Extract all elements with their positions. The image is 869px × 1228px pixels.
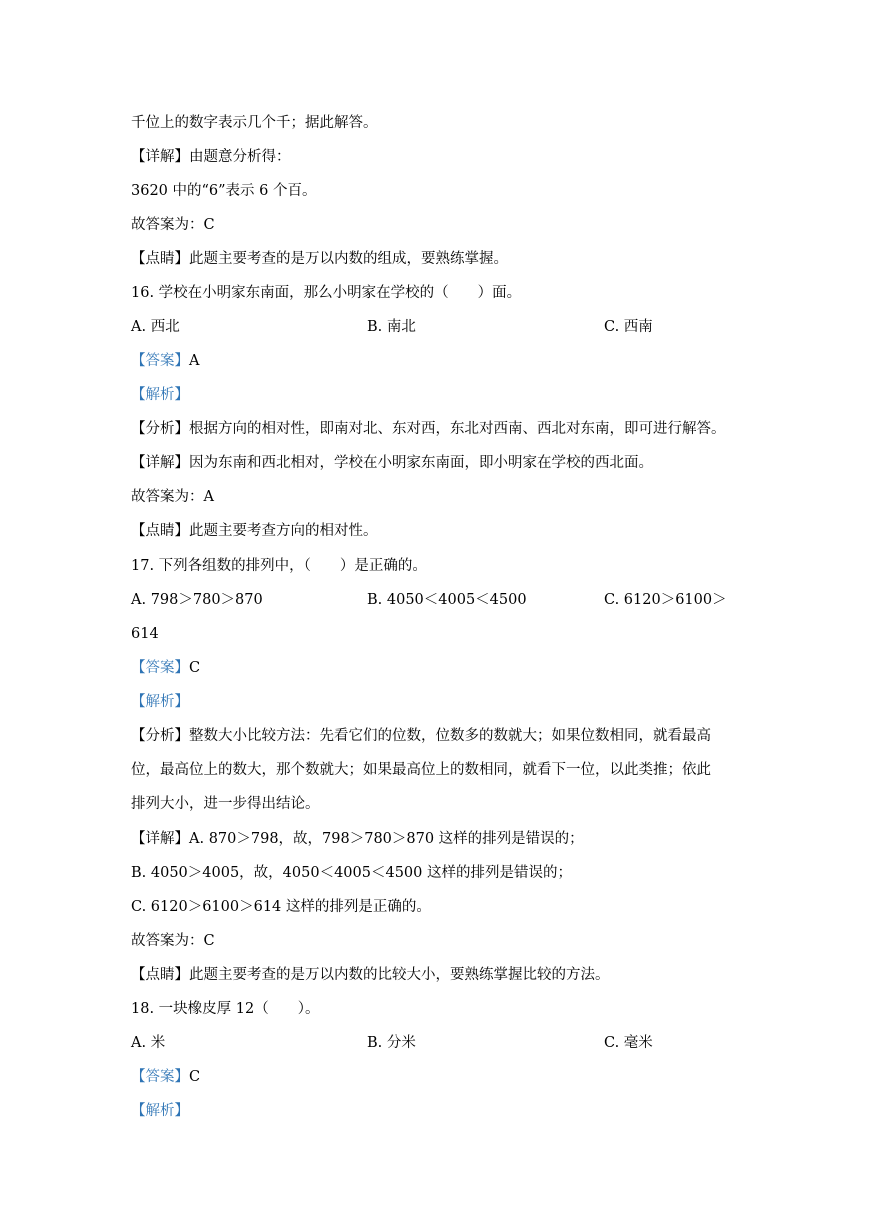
- detail-tag: 【详解】: [131, 455, 189, 471]
- q18-jiexi-tag: 【解析】: [131, 1103, 189, 1119]
- q17-comment: [131, 965, 610, 985]
- q16-question: 16. 学校在小明家东南面，那么小明家在学校的（ ）面。: [131, 285, 522, 301]
- comment-tag: 【点睛】: [131, 967, 189, 983]
- q17-option-c: C. 6120＞6100＞: [604, 592, 727, 608]
- q18-question: 18. 一块橡皮厚 12（ ）。: [131, 1001, 320, 1017]
- q16-analysis: [131, 419, 726, 439]
- q16-jiexi-tag: 【解析】: [131, 387, 189, 403]
- q18-option-b: B. 分米: [367, 1035, 416, 1051]
- q16-option-a: A. 西北: [131, 319, 180, 335]
- answer-value: C: [189, 660, 201, 676]
- detail-tag: 【详解】: [131, 831, 189, 847]
- detail-text: 因为东南和西北相对，学校在小明家东南面，即小明家在学校的西北面。: [189, 455, 653, 471]
- q18-option-c: C. 毫米: [604, 1035, 653, 1051]
- q15-answer-line: 故答案为：C: [131, 217, 215, 233]
- comment-tag: 【点睛】: [131, 251, 189, 267]
- q16-option-c: C. 西南: [604, 319, 653, 335]
- analysis-tag: 【分析】: [131, 728, 189, 744]
- answer-value: C: [189, 1069, 201, 1085]
- q17-analysis-line2: 位，最高位上的数大，那个数就大；如果最高位上的数相同，就看下一位，以此类推；依此: [131, 762, 711, 778]
- q17-analysis: [131, 726, 711, 746]
- comment-text: 此题主要考查方向的相对性。: [189, 523, 378, 539]
- q18-option-a: A. 米: [131, 1035, 166, 1051]
- answer-value: A: [189, 353, 200, 369]
- answer-tag: 【答案】: [131, 353, 189, 369]
- q18-answer: [131, 1067, 200, 1087]
- q15-analysis-tail: 千位上的数字表示几个千；据此解答。: [131, 115, 378, 131]
- q17-option-b: B. 4050＜4005＜4500: [367, 592, 527, 608]
- q15-detail: [131, 147, 291, 167]
- q16-option-b: B. 南北: [367, 319, 416, 335]
- q17-analysis-line3: 排列大小，进一步得出结论。: [131, 796, 320, 812]
- q17-answer-line: 故答案为：C: [131, 933, 215, 949]
- comment-tag: 【点睛】: [131, 523, 189, 539]
- answer-tag: 【答案】: [131, 660, 189, 676]
- detail-tag: 【详解】: [131, 149, 189, 165]
- q15-comment: [131, 249, 508, 269]
- q16-answer: [131, 351, 199, 371]
- analysis-text: 根据方向的相对性，即南对北、东对西，东北对西南、西北对东南，即可进行解答。: [189, 421, 726, 437]
- q17-jiexi-tag: 【解析】: [131, 694, 189, 710]
- analysis-line1: 整数大小比较方法：先看它们的位数，位数多的数就大；如果位数相同，就看最高: [189, 728, 711, 744]
- comment-text: 此题主要考查的是万以内数的组成，要熟练掌握。: [189, 251, 508, 267]
- q16-answer-line: 故答案为：A: [131, 489, 214, 505]
- q17-question: 17. 下列各组数的排列中，（ ）是正确的。: [131, 558, 427, 574]
- comment-text: 此题主要考查的是万以内数的比较大小，要熟练掌握比较的方法。: [189, 967, 610, 983]
- q17-detail: [131, 829, 584, 849]
- detail-line1: A. 870＞798，故，798＞780＞870 这样的排列是错误的；: [189, 831, 584, 847]
- analysis-tag: 【分析】: [131, 421, 189, 437]
- q15-detail-line2: 3620 中的“6”表示 6 个百。: [131, 183, 317, 199]
- q17-detail-line2: B. 4050＞4005，故，4050＜4005＜4500 这样的排列是错误的；: [131, 865, 572, 881]
- q17-detail-line3: C. 6120＞6100＞614 这样的排列是正确的。: [131, 899, 431, 915]
- answer-tag: 【答案】: [131, 1069, 189, 1085]
- q16-comment: [131, 521, 378, 541]
- detail-text: 由题意分析得：: [189, 149, 291, 165]
- q17-answer: [131, 658, 200, 678]
- q16-detail: [131, 453, 653, 473]
- q17-option-a: A. 798＞780＞870: [131, 592, 263, 608]
- q17-option-wrap: 614: [131, 626, 159, 642]
